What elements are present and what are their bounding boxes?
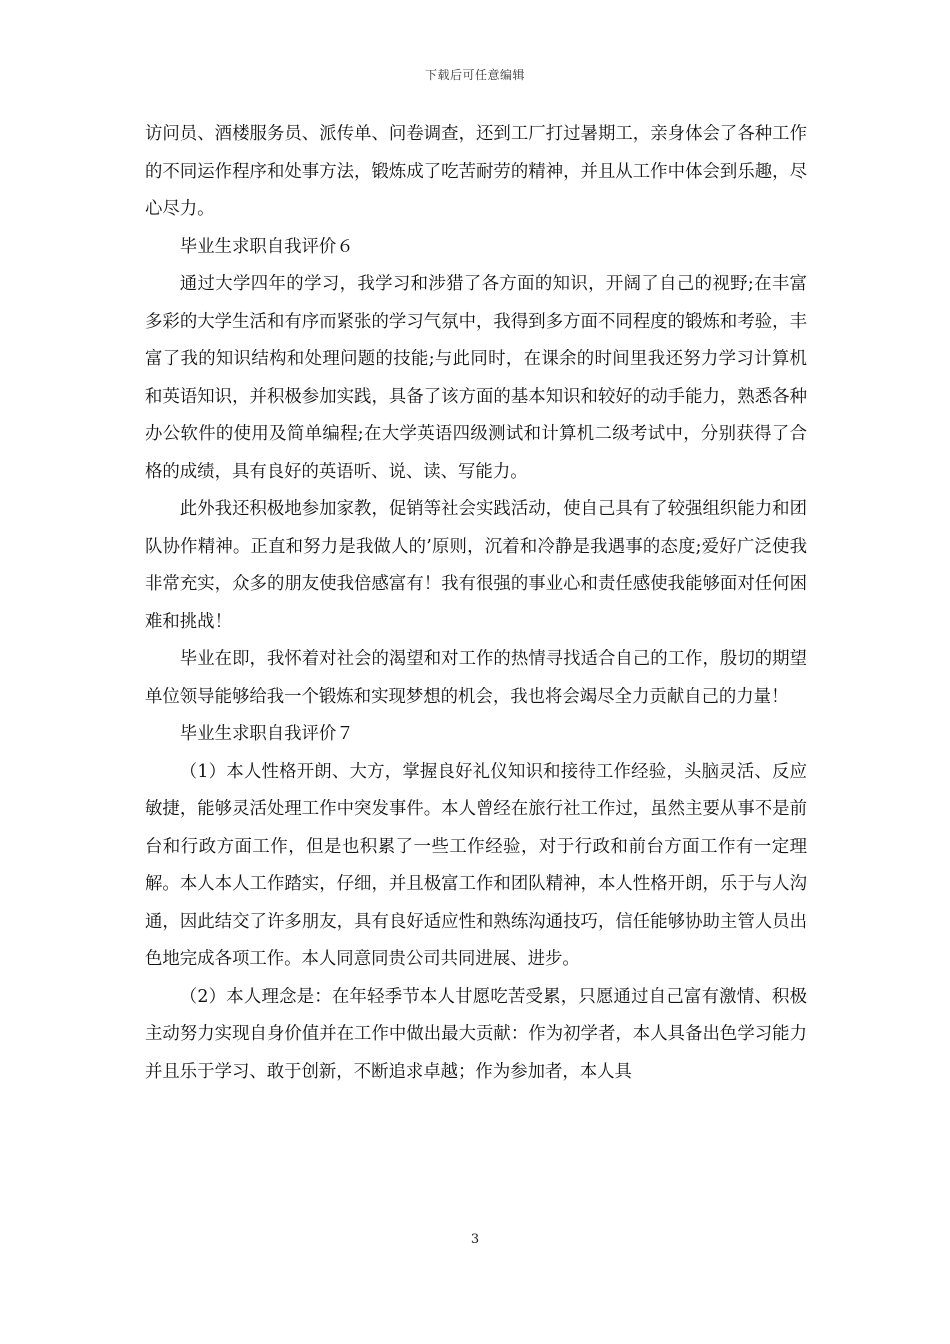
paragraph: （1）本人性格开朗、大方，掌握良好礼仪知识和接待工作经验，头脑灵活、反应敏捷，能够灵活处理工作中突发事件。本人曾经在旅行社工作过，虽然主要从事不是前台和行政方面工作，但是也积累了一些工作经验，对于行政和前台方面工作有一定理解。本人本人工作踏实，仔细，并且极富工作和团队精神，本人性格开朗，乐于与人沟通，因此结交了许多朋友，具有良好适应性和熟练沟通技巧，信任能够协助主管人员出色地完成各项工作。本人同意同贵公司共同进展、进步。	[145, 761, 807, 969]
paragraph: 此外我还积极地参加家教，促销等社会实践活动，使自己具有了较强组织能力和团队协作精神。正直和努力是我做人的’原则，沉着和冷静是我遇事的态度;爱好广泛使我非常充实，众多的朋友使我倍感富有！我有很强的事业心和责任感使我能够面对任何困难和挑战！	[145, 499, 807, 632]
paragraph: （2）本人理念是：在年轻季节本人甘愿吃苦受累，只愿通过自己富有激情、积极主动努力实现自身价值并在工作中做出最大贡献：作为初学者，本人具备出色学习能力并且乐于学习、敢于创新，不断追求卓越；作为参加者，本人具	[145, 986, 807, 1082]
page-number: 3	[470, 1232, 480, 1247]
document-body	[145, 116, 807, 1091]
section-heading-7: 毕业生求职自我评价７	[179, 724, 354, 744]
paragraph: 毕业在即，我怀着对社会的渴望和对工作的热情寻找适合自己的工作，殷切的期望单位领导能够给我一个锻炼和实现梦想的机会，我也将会竭尽全力贡献自己的力量！	[145, 649, 807, 707]
paragraph: 通过大学四年的学习，我学习和涉猎了各方面的知识，开阔了自己的视野;在丰富多彩的大学生活和有序而紧张的学习气氛中，我得到多方面不同程度的锻炼和考验，丰富了我的知识结构和处理问题的技能;与此同时，在课余的时间里我还努力学习计算机和英语知识，并积极参加实践，具备了该方面的基本知识和较好的动手能力，熟悉各种办公软件的使用及简单编程;在大学英语四级测试和计算机二级考试中，分别获得了合格的成绩，具有良好的英语听、说、读、写能力。	[145, 274, 807, 482]
section-heading-6: 毕业生求职自我评价６	[179, 236, 354, 257]
paragraph-continued: 访问员、酒楼服务员、派传单、问卷调查，还到工厂打过暑期工，亲身体会了各种工作的不同运作程序和处事方法，锻炼成了吃苦耐劳的精神，并且从工作中体会到乐趣，尽心尽力。	[145, 124, 807, 219]
page-header: 下载后可任意编辑	[424, 68, 525, 82]
